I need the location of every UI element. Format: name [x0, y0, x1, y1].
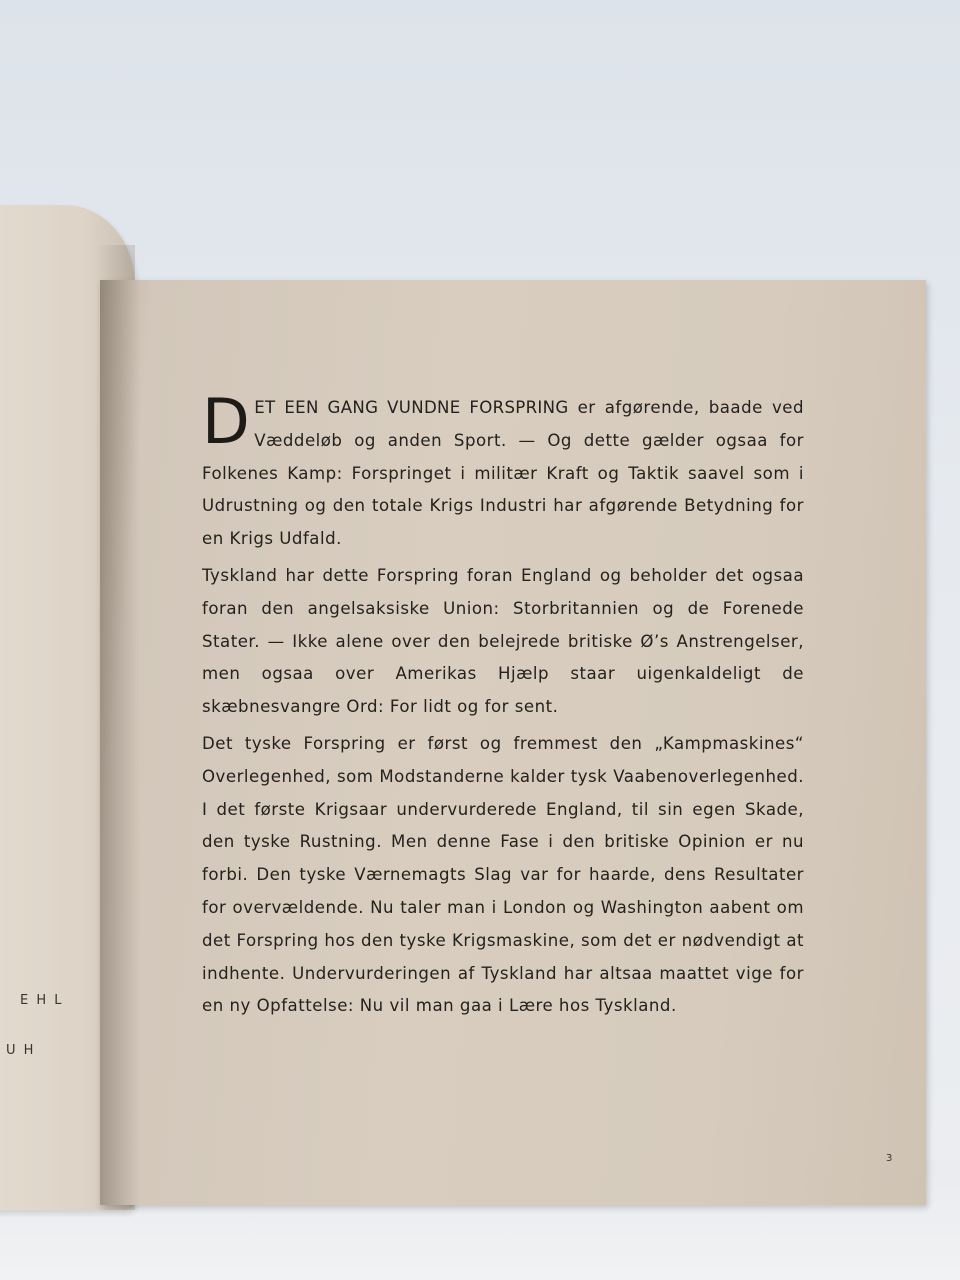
left-page-text-fragment-bottom: U H: [6, 1043, 36, 1058]
left-page-text-fragment-top: E H L: [20, 993, 64, 1008]
paragraph-3: Det tyske Forspring er først og fremmest den „Kampmaskines“ Overlegenhed, som Modstanderne kalder tysk Vaabenoverlegenhed. I det første Krigsaar undervurderede England, til sin egen Skade, den tyske Rustning. Men denne Fase i den britiske Opinion er nu forbi. Den tyske Værnemagts Slag var for haarde, dens Resultater for overvældende. Nu taler man i London og Washington aabent om det Forspring hos den tyske Krigsmaskine, som det er nødvendigt at indhente. Undervurderingen af Tyskland har altsaa maattet vige for en ny Opfattelse: Nu vil man gaa i Lære hos Tyskland.: [202, 733, 804, 1016]
page-gutter-shadow: [100, 280, 140, 1205]
paragraph-1: [202, 385, 805, 556]
page-number: 3: [886, 1153, 893, 1164]
paragraph-2: Tyskland har dette Forspring foran England og beholder det ogsaa foran den angelsaksiske Union: Storbritannien og de Forenede Stater. — Ikke alene over den belejrede britiske Ø’s Anstrengelser, men ogsaa over Amerikas Hjælp staar uigenkaldeligt de skæbnesvangre Ord: For lidt og for sent.: [202, 565, 804, 717]
paragraph-1-text: er afgørende, baade ved Væddeløb og anden Sport. — Og dette gælder ogsaa for Folkenes Kamp: Forspringet i militær Kraft og Taktik saavel som i Udrustning og den totale Krigs Industri har afgørende Betydning for en Krigs Udfald.: [202, 398, 805, 549]
lead-in-caps: ET EEN GANG VUNDNE FORSPRING: [254, 398, 569, 417]
drop-cap: D: [202, 385, 251, 458]
page-text: [202, 385, 805, 1023]
